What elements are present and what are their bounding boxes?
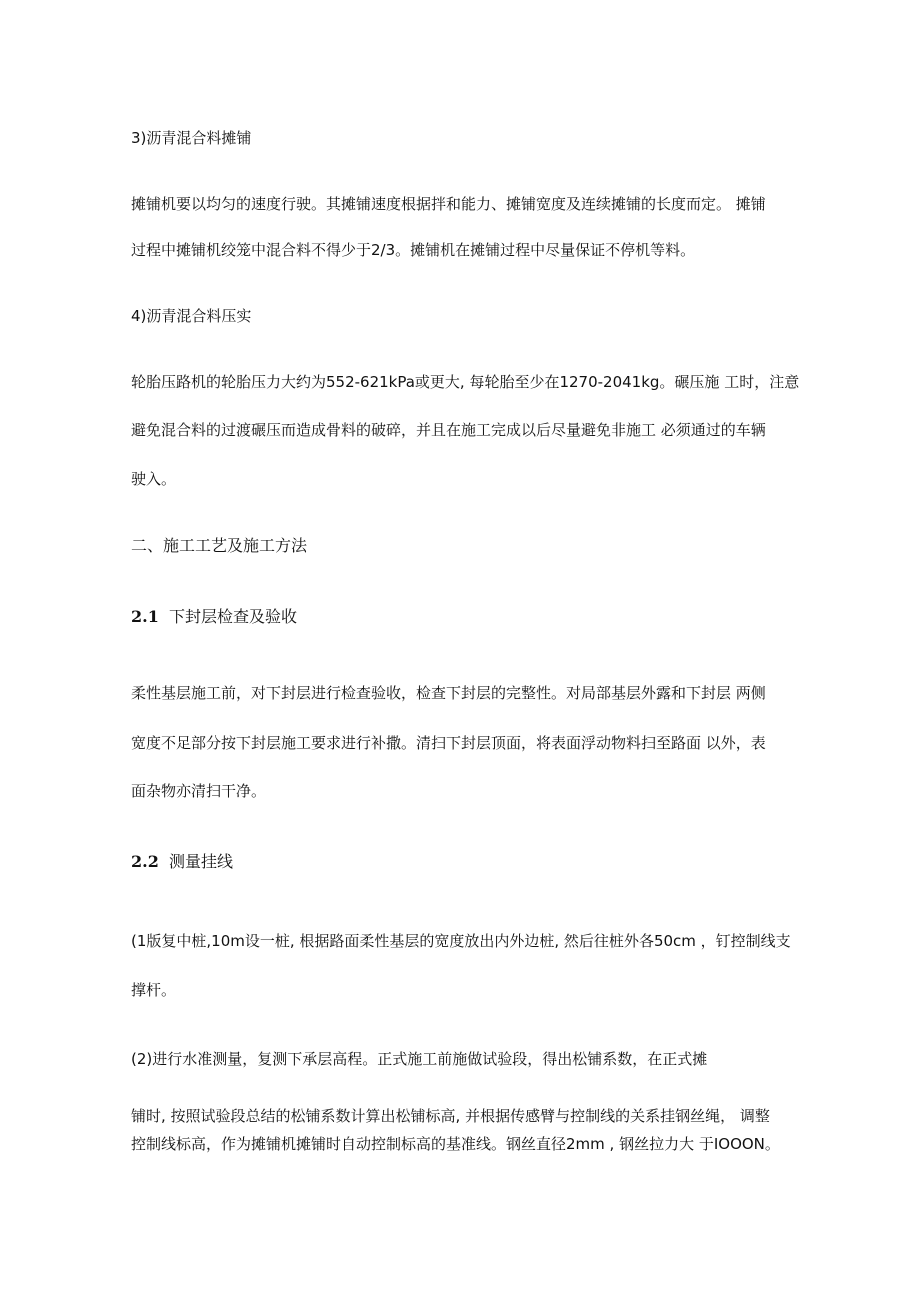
paragraph-line: 摊铺机要以均匀的速度行驶。其摊铺速度根据拌和能力、摊铺宽度及连续摊铺的长度而定。 摊铺 <box>131 195 766 213</box>
heading-title: 下封层检查及验收 <box>169 607 298 626</box>
paragraph-line: 避免混合料的过渡碾压而造成骨料的破碎，并且在施工完成以后尽量避免非施工 必须通过的车辆 <box>131 421 766 439</box>
subheading-compaction: 4)沥青混合料压实 <box>131 307 252 325</box>
paragraph-line: 柔性基层施工前，对下封层进行检查验收，检查下封层的完整性。对局部基层外露和下封层 两侧 <box>131 684 766 702</box>
paragraph-line: 撑杆。 <box>131 981 177 999</box>
paragraph-line: 宽度不足部分按下封层施工要求进行补撒。清扫下封层顶面，将表面浮动物料扫至路面 以外，表 <box>131 734 766 752</box>
paragraph-line: (1版复中桩,10m设一桩, 根据路面柔性基层的宽度放出内外边桩, 然后往桩外各50cm ，钉控制线支 <box>131 932 791 950</box>
paragraph-line: 轮胎压路机的轮胎压力大约为552-621kPa或更大, 每轮胎至少在1270-2041kg。碾压施 工时，注意 <box>131 373 800 391</box>
paragraph-line: 过程中摊铺机绞笼中混合料不得少于2/3。摊铺机在摊铺过程中尽量保证不停机等料。 <box>131 241 696 259</box>
subheading-paving: 3)沥青混合料摊铺 <box>131 129 252 147</box>
paragraph-line: 面杂物亦清扫干净。 <box>131 782 267 800</box>
heading-number: 2.2 <box>131 852 159 871</box>
paragraph-line: 驶入。 <box>131 470 177 488</box>
paragraph-line: (2)进行水准测量，复测下承层高程。正式施工前施做试验段，得出松铺系数，在正式摊 <box>131 1050 708 1068</box>
heading-title: 测量挂线 <box>169 852 234 871</box>
heading-number: 2.1 <box>131 607 159 626</box>
heading-2-2 <box>131 852 233 872</box>
heading-2-1 <box>131 607 297 627</box>
paragraph-line: 控制线标高，作为摊铺机摊铺时自动控制标高的基准线。钢丝直径2mm , 钢丝拉力大 于IOOON。 <box>131 1135 780 1153</box>
section-title: 二、施工工艺及施工方法 <box>131 536 308 555</box>
paragraph-line: 铺时, 按照试验段总结的松铺系数计算出松铺标高, 并根据传感臂与控制线的关系挂钢丝绳， 调整 <box>131 1107 770 1125</box>
